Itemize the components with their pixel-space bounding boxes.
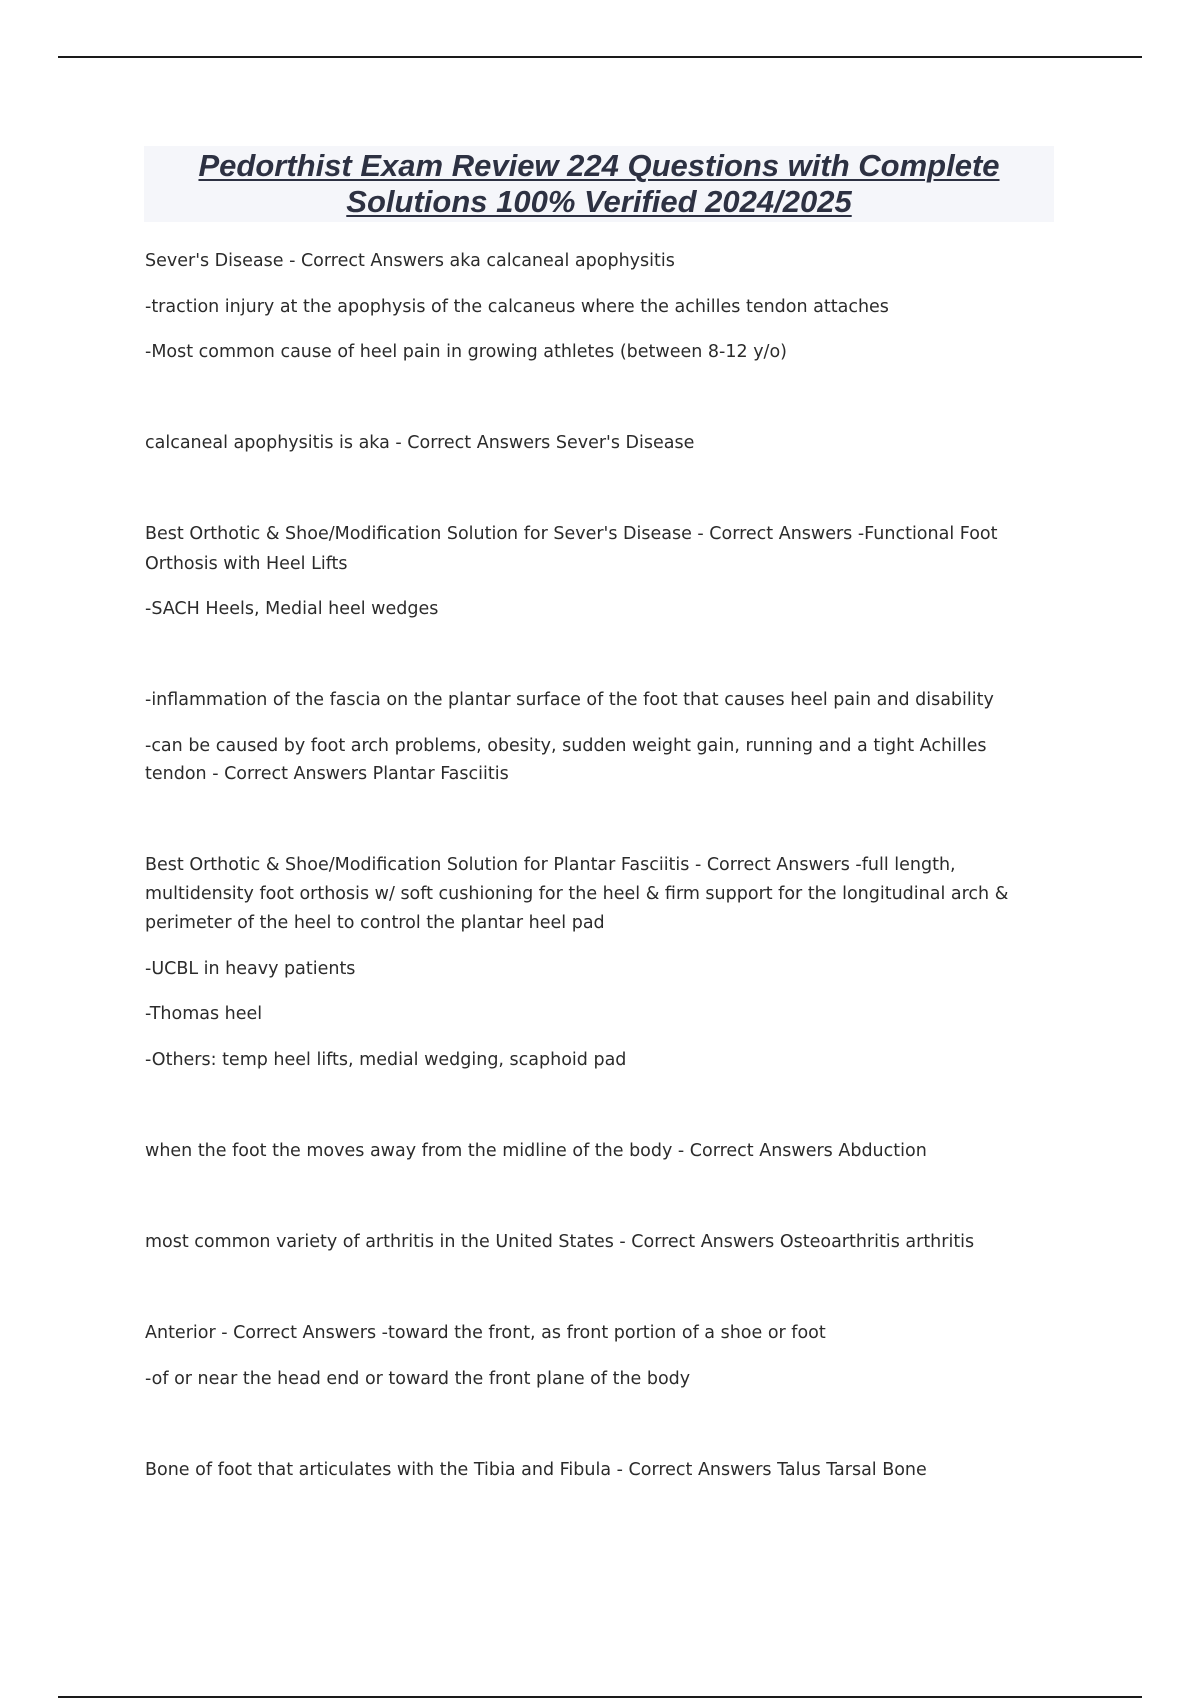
text-line: -UCBL in heavy patients: [145, 959, 356, 979]
text-line: Bone of foot that articulates with the Tibia and Fibula - Correct Answers Talus Tarsal Bone: [145, 1460, 927, 1480]
text-line: -Others: temp heel lifts, medial wedging, scaphoid pad: [145, 1050, 627, 1070]
title-banner: [144, 146, 1054, 222]
text-line: -of or near the head end or toward the front plane of the body: [145, 1369, 691, 1389]
text-line: Best Orthotic & Shoe/Modification Solution for Plantar Fasciitis - Correct Answers -full length,: [145, 855, 956, 875]
text-line: -can be caused by foot arch problems, obesity, sudden weight gain, running and a tight Achilles: [145, 736, 987, 756]
text-line: most common variety of arthritis in the United States - Correct Answers Osteoarthritis arthritis: [145, 1232, 975, 1252]
bottom-rule: [58, 1696, 1142, 1698]
text-line: Anterior - Correct Answers -toward the front, as front portion of a shoe or foot: [145, 1323, 826, 1343]
text-line: -Thomas heel: [145, 1004, 263, 1024]
title-line-2: Solutions 100% Verified 2024/2025: [346, 184, 852, 219]
text-line: Sever's Disease - Correct Answers aka calcaneal apophysitis: [145, 251, 675, 271]
text-line: -inflammation of the fascia on the plantar surface of the foot that causes heel pain and disability: [145, 690, 994, 710]
text-line: tendon - Correct Answers Plantar Fasciitis: [145, 764, 509, 784]
text-line: -traction injury at the apophysis of the calcaneus where the achilles tendon attaches: [145, 297, 889, 317]
top-rule: [58, 56, 1142, 58]
title-line-1: Pedorthist Exam Review 224 Questions with Complete: [198, 148, 1000, 183]
document-title: [144, 146, 1054, 220]
text-line: Orthosis with Heel Lifts: [145, 554, 348, 574]
text-line: -SACH Heels, Medial heel wedges: [145, 599, 439, 619]
text-line: perimeter of the heel to control the plantar heel pad: [145, 913, 605, 933]
text-line: Best Orthotic & Shoe/Modification Solution for Sever's Disease - Correct Answers -Functional Foot: [145, 524, 998, 544]
text-line: -Most common cause of heel pain in growing athletes (between 8-12 y/o): [145, 342, 787, 362]
text-line: when the foot the moves away from the midline of the body - Correct Answers Abduction: [145, 1141, 927, 1161]
text-line: multidensity foot orthosis w/ soft cushioning for the heel & firm support for the longitudinal arch &: [145, 884, 1009, 904]
text-line: calcaneal apophysitis is aka - Correct Answers Sever's Disease: [145, 433, 695, 453]
